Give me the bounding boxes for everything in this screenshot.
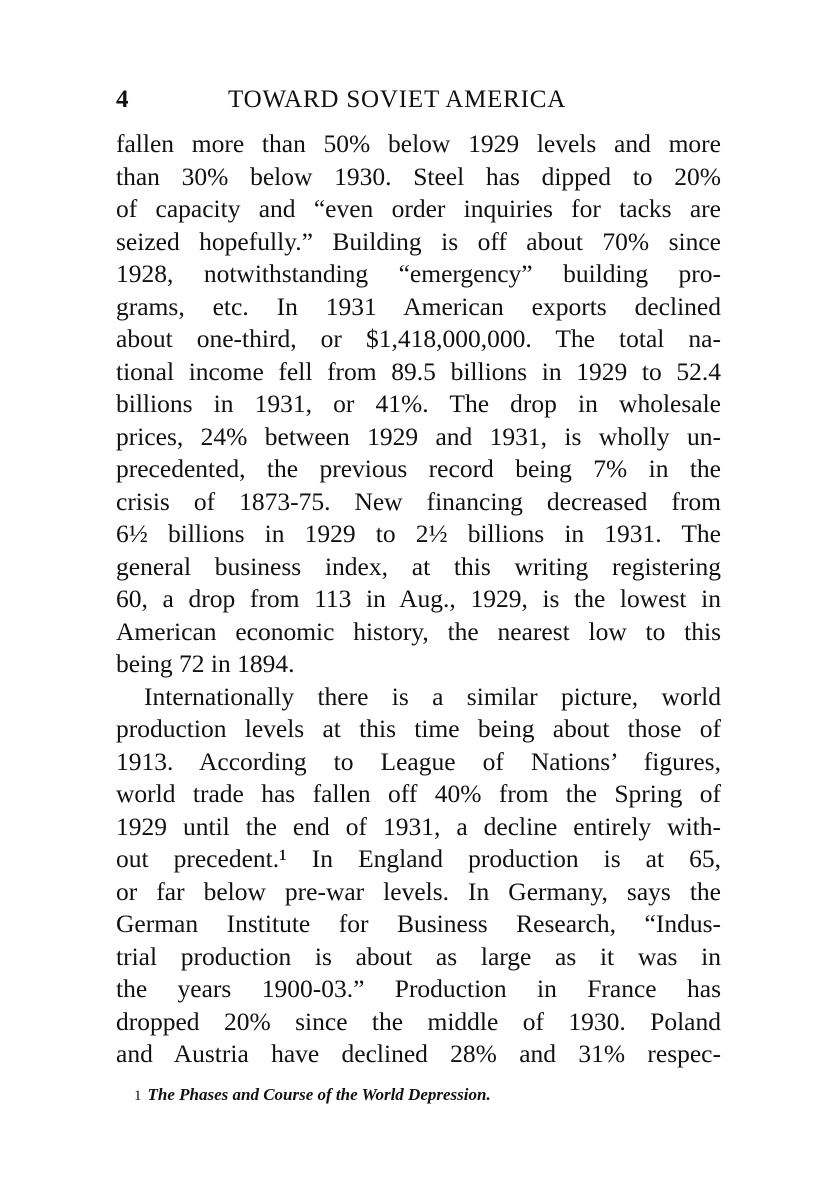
- page-number: 4: [116, 86, 129, 113]
- text-line: Internationally there is a similar picture, world: [144, 681, 721, 711]
- text-line: being 72 in 1894.: [116, 649, 295, 678]
- text-line: 1928, notwithstanding “emergency” building pro-: [116, 259, 721, 288]
- text-line: crisis of 1873-75. New financing decreased from: [116, 486, 721, 516]
- text-line: of capacity and “even order inquiries for tacks are: [116, 194, 721, 223]
- text-line: German Institute for Business Research, “Indus-: [116, 909, 721, 938]
- text-line: out precedent.¹ In England production is at 65,: [116, 844, 721, 873]
- text-line: seized hopefully.” Building is off about 70% since: [116, 226, 721, 256]
- text-line: dropped 20% since the middle of 1930. Poland: [116, 1006, 721, 1036]
- footnote: [134, 1085, 491, 1105]
- text-line: general business index, at this writing registering: [116, 551, 721, 581]
- text-line: 6½ billions in 1929 to 2½ billions in 1931. The: [116, 519, 721, 548]
- text-line: 1913. According to League of Nations’ figures,: [116, 746, 721, 776]
- text-line: production levels at this time being about those of: [116, 714, 721, 743]
- text-line: 60, a drop from 113 in Aug., 1929, is the lowest in: [116, 584, 721, 613]
- text-line: precedented, the previous record being 7% in the: [116, 454, 721, 483]
- text-line: fallen more than 50% below 1929 levels and more: [116, 129, 721, 158]
- text-line: or far below pre-war levels. In Germany, says the: [116, 876, 721, 906]
- text-line: than 30% below 1930. Steel has dipped to 20%: [116, 161, 721, 191]
- footnote-marker: 1: [134, 1088, 142, 1104]
- footnote-text: The Phases and Course of the World Depression.: [147, 1085, 491, 1104]
- text-line: the years 1900-03.” Production in France has: [116, 974, 721, 1003]
- text-line: trial production is about as large as it was in: [116, 941, 721, 971]
- text-line: world trade has fallen off 40% from the Spring of: [116, 779, 721, 808]
- text-line: and Austria have declined 28% and 31% respec-: [116, 1039, 721, 1068]
- text-line: grams, etc. In 1931 American exports declined: [116, 291, 721, 321]
- text-line: 1929 until the end of 1931, a decline entirely with-: [116, 811, 721, 841]
- body-text: [116, 128, 721, 1071]
- text-line: billions in 1931, or 41%. The drop in wholesale: [116, 389, 721, 418]
- text-line: prices, 24% between 1929 and 1931, is wholly un-: [116, 421, 721, 451]
- text-line: about one-third, or $1,418,000,000. The total na-: [116, 324, 721, 353]
- text-line: American economic history, the nearest low to this: [116, 616, 721, 646]
- running-title: TOWARD SOVIET AMERICA: [228, 86, 567, 113]
- running-head: [116, 86, 721, 118]
- text-line: tional income fell from 89.5 billions in 1929 to 52.4: [116, 356, 721, 386]
